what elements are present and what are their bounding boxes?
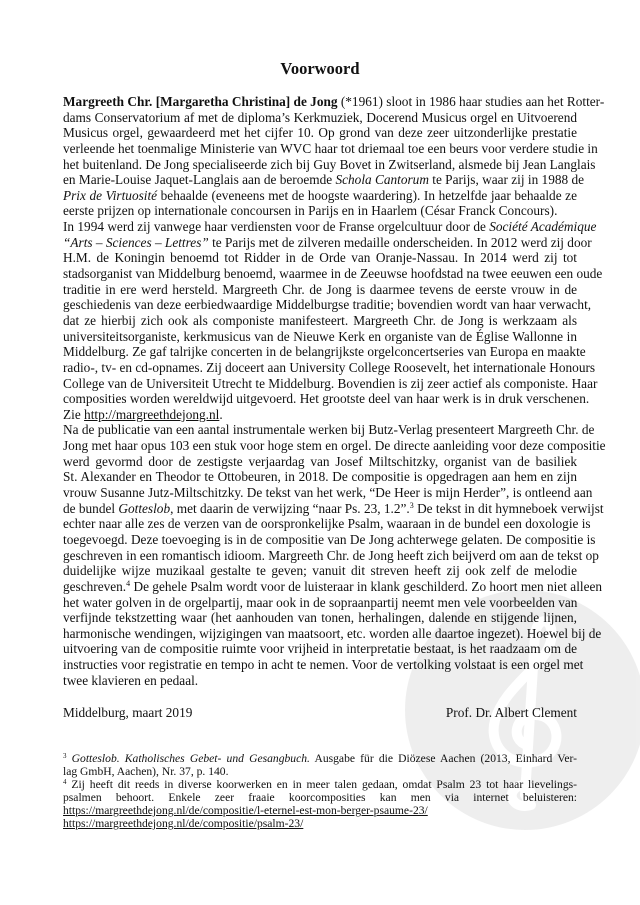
paragraph (63, 94, 605, 219)
text-line (63, 625, 602, 642)
author-name: Prof. Dr. Albert Clement (445, 705, 577, 720)
text-line (63, 752, 577, 765)
italic-title: “Arts – Sciences – Lettres” (63, 234, 209, 250)
text-run: De tekst in dit hymneboek verwijst (413, 500, 604, 516)
text-run: het water golven in de orgelpartij, maar ook in de sopraanpartij neemt men vele voorbeelden van (63, 594, 578, 610)
signature-line (63, 705, 577, 721)
text-line (63, 673, 577, 689)
text-line (63, 250, 577, 266)
text-line (63, 778, 577, 791)
text-run: het buitenland. De Jong specialiseerde zich bij Guy Bovet in Zwitserland, alsmede bij Jean Langlais (63, 156, 596, 172)
text-line (63, 391, 590, 407)
footnote (63, 778, 577, 830)
text-line (63, 110, 577, 126)
text-line (63, 266, 603, 282)
text-run: te Parijs, waar zij in 1988 de (428, 172, 585, 188)
footnote-ref[interactable]: 3 (409, 500, 414, 510)
body-text (63, 94, 606, 688)
text-line (63, 454, 577, 470)
text-line (63, 804, 577, 817)
text-run: geschreven. (63, 578, 127, 594)
text-run: verfijnde tekstzetting waar (het aanhouden van tonen, herhalingen, dalende en stijgende lijnen, (63, 610, 577, 626)
text-line (63, 563, 577, 579)
text-run: behaalde (eveneens met de hoogste waardering). In hetzelfde jaar behaalde ze (157, 187, 577, 203)
text-run: harmonische wendingen, wijzigingen van maatsoort, etc. worden alle daartoe ingezet). Hoewel bij de (63, 625, 602, 641)
text-line (63, 516, 591, 532)
italic-title: Société Académique (489, 219, 597, 235)
hyperlink[interactable]: https://margreethdejong.nl/de/compositie/l-eternel-est-mon-berger-psaume-23/ (63, 804, 428, 817)
text-line (63, 375, 598, 392)
text-line (63, 469, 577, 485)
text-line (63, 313, 577, 329)
text-run: lag GmbH, Aachen), Nr. 37, p. 140. (63, 765, 229, 778)
text-run: traditie in ere werd hersteld. Margreeth Chr. de Jong is daarmee tevens de eerste vrouw in de (63, 281, 577, 297)
hyperlink[interactable]: https://margreethdejong.nl/de/compositie/psalm-23/ (63, 817, 304, 830)
text-line (63, 485, 593, 501)
text-run: werd gevormd door de zestigste verjaardag van Josef Miltschitzky, organist van de basiliek (63, 453, 577, 469)
text-line (63, 297, 592, 313)
text-line (63, 234, 592, 251)
text-run: , met daarin de verwijzing “naar Ps. 23, 1.2”. (170, 500, 410, 516)
footnote-ref[interactable]: 4 (63, 778, 67, 786)
text-run: psalmen behoort. Enkele zeer fraaie koorcomposities kan men via internet beluisteren: (63, 791, 577, 804)
text-run: . (219, 406, 223, 422)
text-run: de bundel (63, 500, 119, 516)
text-line (63, 94, 605, 110)
text-run: universiteitsorganiste, kerkmusicus van de Nieuwe Kerk en organiste van de Église Wallonne in (63, 328, 577, 344)
text-run: toegevoegd. Deze toevoeging is in de compositie van De Jong achterwege gelaten. De compositie is (63, 531, 596, 547)
text-run: dat ze hierbij zich ook als componiste manifesteert. Margreeth Chr. de Jong is werkzaam als (63, 312, 577, 328)
footnote-ref[interactable]: 4 (126, 578, 131, 588)
text-line (63, 407, 577, 423)
text-run: St. Alexander en Theodor te Ottobeuren, in 2018. De compositie is opgedragen aan hem en zijn (63, 469, 577, 485)
text-run: radio-, tv- en cd-opnames. Zij doceert aan University College Roosevelt, het internationale Honours (63, 359, 596, 375)
text-line (63, 172, 585, 188)
text-line (63, 329, 577, 345)
text-run: composities worden wereldwijd uitgevoerd. Het grootste deel van haar werk is in druk verschenen. (63, 391, 590, 407)
text-run: instructies voor registratie en tempo in acht te nemen. Voor de vertolking volstaat is een orgel met (63, 657, 584, 673)
footnotes (63, 752, 577, 830)
text-line (63, 219, 597, 235)
text-line (63, 791, 577, 804)
text-line (63, 578, 603, 595)
text-run: echter naar alle zes de verzen van de oorspronkelijke Psalm, waaraan in de bundel een doxologie is (63, 516, 591, 532)
place-date: Middelburg, maart 2019 (63, 705, 193, 720)
text-line (63, 610, 577, 626)
text-line (63, 344, 586, 360)
italic-title: Prix de Virtuosité (63, 187, 158, 203)
text-run: H.M. de Koningin benoemd tot Ridder in de Orde van Oranje-Nassau. In 2014 werd zij tot (63, 250, 577, 266)
text-line (63, 657, 584, 673)
page-title: Voorwoord (280, 59, 360, 78)
footnote-ref[interactable]: 3 (63, 752, 67, 760)
text-line (63, 547, 599, 564)
italic-title: Gotteslob. Katholisches Gebet- und Gesangbuch. (71, 752, 310, 765)
text-line (63, 359, 596, 376)
text-run: en Marie-Louise Jaquet-Langlais aan de beroemde (63, 172, 336, 188)
text-run: Ausgabe für die Diözese Aachen (2013, Einhard Ver- (309, 752, 578, 765)
text-run: Musicus orgel, gewaardeerd met het cijfer 10. Op grond van deze zeer uitzonderlijke prestatie (63, 125, 577, 141)
text-run: dams Conservatorium af met de diploma’s Kerkmuziek, Docerend Musicus orgel en Uitvoerend (63, 109, 577, 125)
text-run: De gehele Psalm wordt voor de luisteraar in klank geschilderd. Zo hoort men niet alleen (130, 578, 603, 594)
text-run: duidelijke wijze muzikaal gestalte te geven; vanuit dit streven heeft zij ook zelf de melodie (63, 563, 577, 579)
text-line (63, 203, 577, 219)
text-line (63, 156, 596, 173)
text-run: geschreven in een romantisch idioom. Margreeth Chr. de Jong heeft zich beijverd om aan de tekst op (63, 547, 599, 563)
text-run: te Parijs met de zilveren medaille onderscheiden. In 2012 werd zij door (208, 234, 592, 250)
text-run: Na de publicatie van een aantal instrumentale werken bij Butz-Verlag presenteert Margreeth Chr. de (63, 422, 595, 438)
text-line (63, 125, 577, 141)
text-line (63, 765, 577, 778)
text-run: Jong met haar opus 103 een stuk voor hoge stem en orgel. De directe aanleiding voor deze compositie (63, 438, 606, 454)
bold-name: Margreeth Chr. [Margaretha Christina] de Jong (63, 94, 338, 109)
text-run: eerste prijzen op internationale concoursen in Parijs en in Haarlem (César Franck Concours). (63, 203, 558, 219)
text-line (63, 422, 595, 438)
text-line (63, 438, 606, 454)
hyperlink[interactable]: http://margreethdejong.nl (84, 406, 220, 422)
text-run: College van de Universiteit Utrecht te Middelburg. Bovendien is zij zeer actief als componiste. Haar (63, 375, 598, 391)
text-run: uitvoering van de compositie ruimte voor vrijheid in interpretatie bestaat, is het raadzaam om de (63, 641, 577, 657)
text-line (63, 140, 598, 157)
text-run: (*1961) sloot in 1986 haar studies aan het Rotter- (337, 94, 605, 109)
paragraph (63, 219, 603, 422)
text-run: vrouw Susanne Jutz-Miltschitzky. De tekst van het werk, “De Heer is mijn Herder”, is ontleend aan (63, 485, 593, 501)
text-line (63, 188, 577, 204)
text-run: geschiedenis van deze eerbiedwaardige Middelburgse traditie; bovendien wordt van haar verwacht, (63, 297, 592, 313)
text-run: verleende het toenmalige Ministerie van WVC haar tot driemaal toe een beurs voor verdere studie in (63, 140, 598, 156)
footnote (63, 752, 577, 778)
text-line (63, 500, 604, 517)
text-run: In 1994 werd zij vanwege haar verdiensten voor de Franse orgelcultuur door de (63, 219, 490, 235)
text-line (63, 641, 577, 657)
paragraph (63, 422, 606, 688)
italic-title: Gotteslob (118, 500, 171, 516)
text-run: Zie (63, 406, 85, 422)
text-line (63, 282, 577, 298)
italic-title: Schola Cantorum (335, 172, 429, 188)
text-run: twee klavieren en pedaal. (63, 672, 199, 688)
text-run: stadsorganist van Middelburg benoemd, waarmee in de Zeeuwse hoofdstad na twee eeuwen een oude (63, 266, 603, 282)
text-run: Zij heeft dit reeds in diverse koorwerken en in meer talen gedaan, omdat Psalm 23 tot haar lievelings- (66, 778, 577, 791)
text-line (63, 531, 596, 548)
text-line (63, 817, 577, 830)
text-run: Middelburg. Ze gaf talrijke concerten in de belangrijkste orgelconcertseries van Europa en maakte (63, 344, 586, 360)
text-line (63, 595, 577, 611)
